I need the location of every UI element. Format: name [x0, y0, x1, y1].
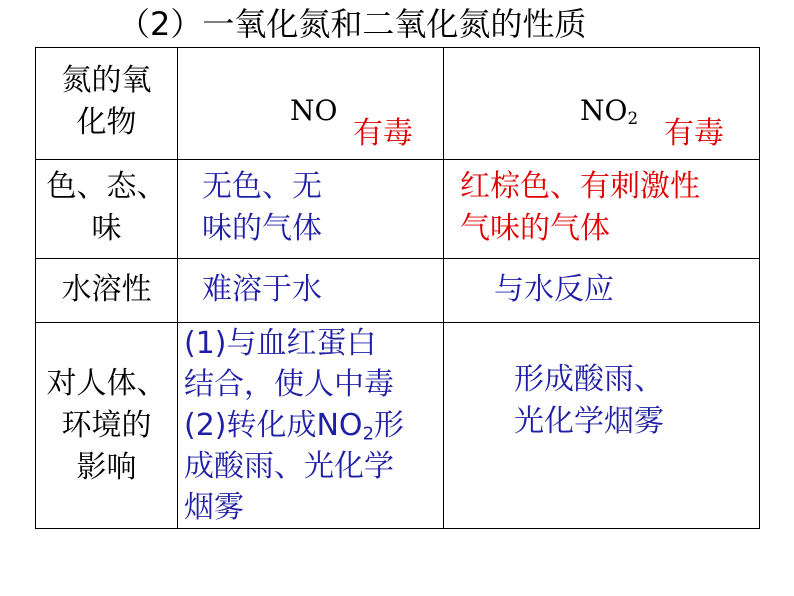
cell-line: 成酸雨、光化学: [184, 449, 394, 484]
table-row: [36, 259, 760, 323]
no2-cell: [444, 259, 760, 323]
cell-line: 结合，使人中毒: [184, 367, 394, 402]
cell-line: 烟雾: [184, 490, 244, 525]
no-cell: [178, 323, 444, 529]
cell-line: 无色、无: [202, 169, 322, 204]
no2-cell: [444, 323, 760, 529]
header-no2-cell: [444, 48, 760, 160]
header-label-line2: 化物: [76, 105, 137, 140]
cell-line: (2)转化成$NO_2$形: [184, 408, 405, 445]
row-label-cell: [36, 323, 178, 529]
header-no-cell: [178, 48, 444, 160]
cell-line: 光化学烟雾: [514, 404, 664, 439]
cell-line: 难溶于水: [202, 272, 322, 307]
row-label-cell: [36, 160, 178, 259]
cell-line: 形成酸雨、: [514, 362, 664, 397]
no2-formula: $NO_2$: [580, 94, 639, 129]
cell-line: 气味的气体: [460, 211, 610, 246]
row-label-cell: [36, 259, 178, 323]
page-title: （2）一氧化氮和二氧化氮的性质: [118, 5, 587, 43]
row-label-line: 味: [91, 211, 122, 246]
no-formula: NO: [290, 94, 338, 127]
no2-cell: [444, 160, 760, 259]
table-row: [36, 323, 760, 529]
cell-line: (1)与血红蛋白: [184, 326, 377, 361]
row-label-line: 影响: [76, 450, 137, 485]
row-label-line: 环境的: [61, 408, 152, 443]
cell-line: 红棕色、有刺激性: [460, 169, 700, 204]
cell-line: 与水反应: [494, 272, 614, 307]
table-row-header: [36, 48, 760, 160]
row-label-line: 水溶性: [61, 272, 152, 307]
no-cell: [178, 160, 444, 259]
header-label-cell: [36, 48, 178, 160]
header-label-line1: 氮的氧: [61, 63, 152, 98]
cell-line: 味的气体: [202, 211, 322, 246]
table-row: [36, 160, 760, 259]
no-cell: [178, 259, 444, 323]
no-toxicity: 有毒: [353, 116, 413, 151]
row-label-line: 对人体、: [46, 366, 167, 401]
row-label-line: 色、态、: [46, 169, 167, 204]
no2-toxicity: 有毒: [664, 116, 724, 151]
properties-table: [35, 47, 760, 529]
